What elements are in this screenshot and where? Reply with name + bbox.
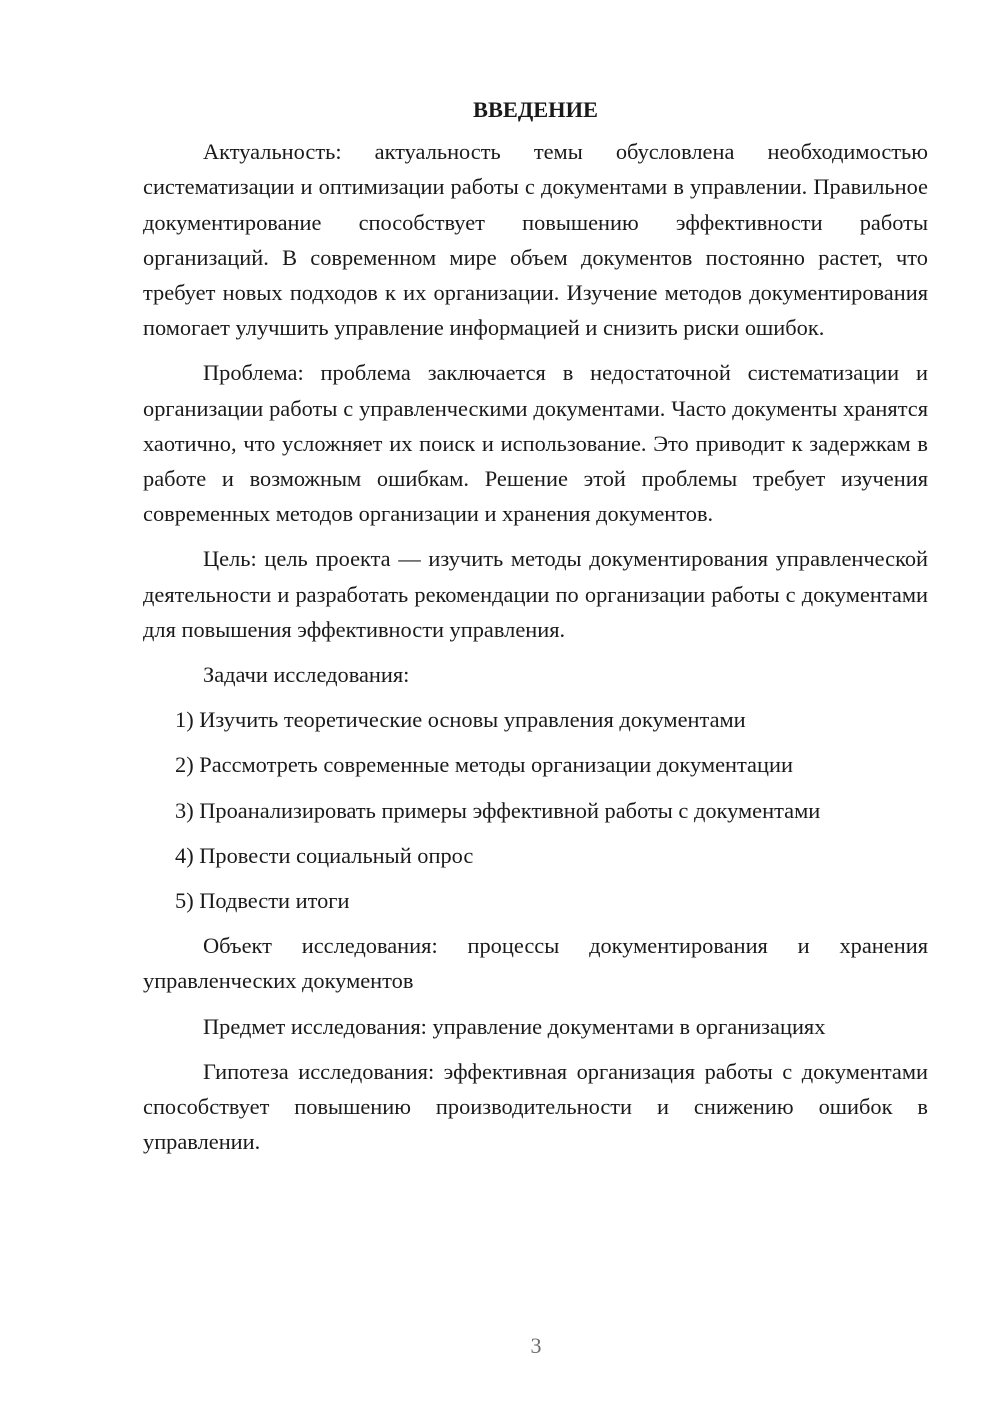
page-title: ВВЕДЕНИЕ [473, 97, 598, 122]
hypothesis-paragraph: Гипотеза исследования: эффективная организация работы с документами способствует повышению производительности и снижению ошибок в управлении. [143, 1058, 928, 1155]
list-item: 2) Рассмотреть современные методы организации документации [175, 752, 793, 778]
relevance-paragraph: Актуальность: актуальность темы обусловлена необходимостью систематизации и оптимизации работы с документами в управлении. Правильное документирование способствует повышению эффективности работы организаций. В современном мире объем документов постоянно растет, что требует новых подходов к их организации. Изучение методов документирования помогает улучшить управление информацией и снизить риски ошибок. [143, 139, 928, 341]
tasks-heading: Задачи исследования: [203, 662, 410, 688]
page-content [143, 92, 928, 1169]
object-paragraph: Объект исследования: процессы документирования и хранения управленческих документов [143, 933, 928, 994]
list-item: 3) Проанализировать примеры эффективной работы с документами [175, 797, 821, 823]
page-number: 3 [530, 1333, 542, 1358]
subject-paragraph: Предмет исследования: управление документами в организациях [203, 1013, 826, 1039]
list-item: 4) Провести социальный опрос [175, 842, 474, 868]
goal-paragraph: Цель: цель проекта — изучить методы документирования управленческой деятельности и разработать рекомендации по организации работы с документами для повышения эффективности управления. [143, 546, 928, 642]
tasks-list [143, 702, 928, 918]
list-item: 1) Изучить теоретические основы управления документами [175, 707, 746, 733]
list-item: 5) Подвести итоги [175, 888, 350, 914]
problem-paragraph: Проблема: проблема заключается в недостаточной систематизации и организации работы с управленческими документами. Часто документы хранятся хаотично, что усложняет их поиск и использование. Это приводит к задержкам в работе и возможным ошибкам. Решение этой проблемы требует изучения современных методов организации и хранения документов. [143, 360, 928, 527]
